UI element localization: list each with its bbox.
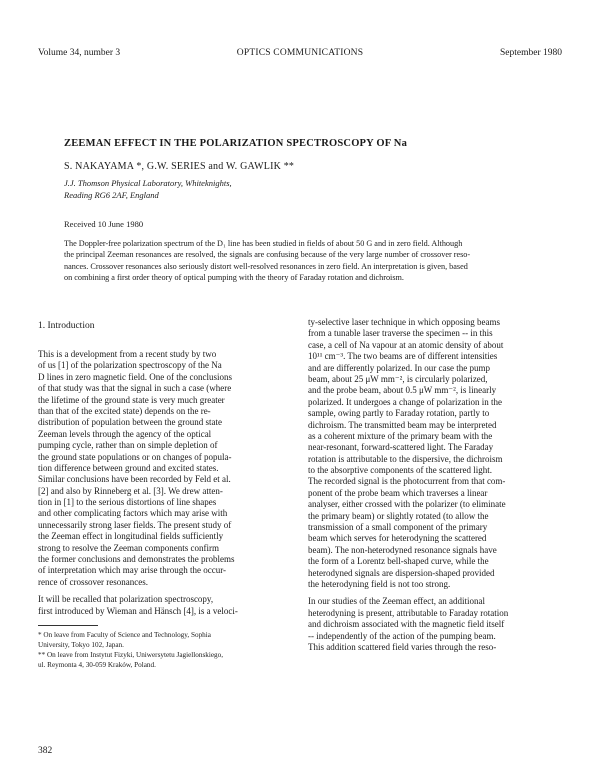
text-line: unnecessarily strong laser fields. The present study of — [38, 519, 232, 530]
text-line: ty-selective laser technique in which opposing beams — [308, 317, 500, 327]
text-line: This is a development from a recent study by two — [38, 349, 217, 359]
text-line: The recorded signal is the photocurrent from that com- — [308, 476, 506, 487]
text-line: sample, owing partly to Faraday rotation, partly to — [308, 408, 490, 419]
affiliation-line: Reading RG6 2AF, England — [64, 190, 159, 200]
abstract-line: The Doppler-free polarization spectrum of the D₁ line has been studied in fields of about 50 G and in zero field. Although — [64, 239, 463, 248]
footnote-line: University, Tokyo 102, Japan. — [38, 640, 124, 649]
text-line: and the probe beam, about 0.5 μW mm⁻², is linearly — [308, 385, 497, 396]
text-line: This addition scattered field varies through the reso- — [308, 641, 497, 652]
text-line: 10¹¹ cm⁻³. The two beams are of different intensities — [308, 351, 498, 362]
author-list: S. NAKAYAMA *, G.W. SERIES and W. GAWLIK ** — [64, 161, 295, 172]
text-line: near-resonant, forward-scattered light. The Faraday — [308, 442, 494, 453]
footnote-line: * On leave from Faculty of Science and Technology, Sophia — [38, 630, 211, 639]
text-line: beam, about 25 μW mm⁻², is circularly polarized, — [308, 373, 488, 384]
text-line: to the absorptive components of the scattered light. — [308, 465, 492, 476]
text-line: transmission of a small component of the primary — [308, 522, 488, 533]
footnote-line: ** On leave from Instytut Fizyki, Uniwersytetu Jagiellonskiego, — [38, 650, 224, 659]
text-line: the former conclusions and demonstrates the problems — [38, 554, 235, 565]
right-column — [308, 317, 570, 653]
text-line: strong to resolve the Zeeman components confirm — [38, 542, 219, 553]
left-column — [38, 321, 288, 670]
text-line: beam which serves for heterodyning the scattered — [308, 533, 487, 544]
text-line: Similar conclusions have been recorded by Feld et al. — [38, 474, 231, 485]
paper-title: ZEEMAN EFFECT IN THE POLARIZATION SPECTROSCOPY OF Na — [64, 138, 408, 149]
text-line: beam). The non-heterodyned resonance signals have — [308, 544, 497, 555]
paragraph-1 — [38, 349, 288, 588]
text-line: It will be recalled that polarization spectroscopy, — [38, 594, 214, 605]
text-line: the ground state populations or on changes of popula- — [38, 451, 232, 462]
text-line: In our studies of the Zeeman effect, an additional — [308, 596, 486, 607]
page-number: 382 — [38, 746, 53, 756]
text-line: [2] and also by Rinneberg et al. [3]. We drew atten- — [38, 485, 223, 496]
text-line: as a coherent mixture of the primary beam with the — [308, 430, 493, 441]
text-line: the heterodyning field is not too strong. — [308, 578, 451, 589]
text-line: D lines in zero magnetic field. One of the conclusions — [38, 371, 232, 382]
text-line: polarized. It undergoes a change of polarization in the — [308, 396, 503, 407]
received-date: Received 10 June 1980 — [64, 219, 144, 229]
text-line: tion difference between ground and excited states. — [38, 462, 219, 473]
section-title: Introduction — [47, 321, 95, 331]
text-line: than that of the excited state) depends on the re- — [38, 405, 211, 416]
abstract-line: on combining a first order theory of optical pumping with the theory of Faraday rotation and dichroism. — [64, 273, 404, 283]
abstract-line: the principal Zeeman resonances are resolved, the signals are confusing because of the very large number of crossover reso- — [64, 250, 471, 260]
text-line: the lifetime of the ground state is very much greater — [38, 394, 225, 405]
text-line: heterodyned signals are dispersion-shaped provided — [308, 567, 495, 578]
text-line: of us [1] of the polarization spectroscopy of the Na — [38, 360, 222, 371]
abstract — [64, 238, 556, 284]
spacer — [38, 335, 288, 349]
text-line: first introduced by Wieman and Hänsch [4], is a veloci- — [38, 605, 238, 616]
text-line: distribution of population between the ground state — [38, 417, 222, 428]
text-line: heterodyning is present, attributable to Faraday rotation — [308, 607, 509, 618]
paragraph-2 — [38, 594, 288, 617]
section-heading — [38, 321, 288, 335]
text-line: the form of a Lorentz bell-shaped curve, while the — [308, 556, 489, 567]
text-line: Zeeman levels through the agency of the optical — [38, 428, 212, 439]
text-line: and dichroism associated with the magnetic field itself — [308, 619, 505, 630]
footnote-line: ul. Reymonta 4, 30-059 Kraków, Poland. — [38, 660, 156, 669]
text-line: of interpretation which may arise through the occur- — [38, 565, 227, 576]
running-header — [38, 48, 562, 62]
text-line: the primary beam) or slightly rotated (to allow the — [308, 510, 489, 521]
text-line: dichroism. The transmitted beam may be interpreted — [308, 419, 497, 430]
affiliation-line: J.J. Thomson Physical Laboratory, Whiteknights, — [64, 178, 232, 188]
text-line: and are differently polarized. In our case the pump — [308, 362, 491, 373]
text-line: and other complicating factors which may arise with — [38, 508, 228, 519]
abstract-line: nances. Crossover resonances also seriously distort well-resolved resonances in zero field. An interpretation is given, based — [64, 261, 468, 271]
affiliation — [64, 177, 232, 201]
text-line: rence of crossover resonances. — [38, 576, 148, 587]
issue-date: September 1980 — [499, 48, 562, 58]
text-line: ponent of the probe beam which traverses a linear — [308, 487, 488, 498]
text-line: tion in [1] to the serious distortions of line shapes — [38, 497, 217, 508]
footnote-rule — [38, 625, 98, 626]
paragraph-4 — [308, 596, 570, 653]
paragraph-3 — [308, 317, 570, 590]
volume-label: Volume 34, number 3 — [38, 48, 121, 58]
section-number: 1. — [38, 321, 46, 331]
journal-name: OPTICS COMMUNICATIONS — [236, 48, 364, 58]
text-line: -- independently of the action of the pumping beam. — [308, 630, 496, 641]
footnotes — [38, 630, 288, 670]
text-line: pumping cycle, rather than on simple depletion of — [38, 440, 218, 451]
text-line: of that study was that the signal in such a case (where — [38, 383, 232, 394]
text-line: rotation is attributable to the dispersive, the dichroism — [308, 453, 503, 464]
text-line: the Zeeman effect in longitudinal fields sufficiently — [38, 531, 224, 542]
text-line: from a tunable laser traverse the specimen -- in this — [308, 328, 493, 339]
text-line: case, a cell of Na vapour at an atomic density of about — [308, 339, 504, 350]
text-line: analyser, either crossed with the polarizer (to eliminate — [308, 499, 506, 510]
